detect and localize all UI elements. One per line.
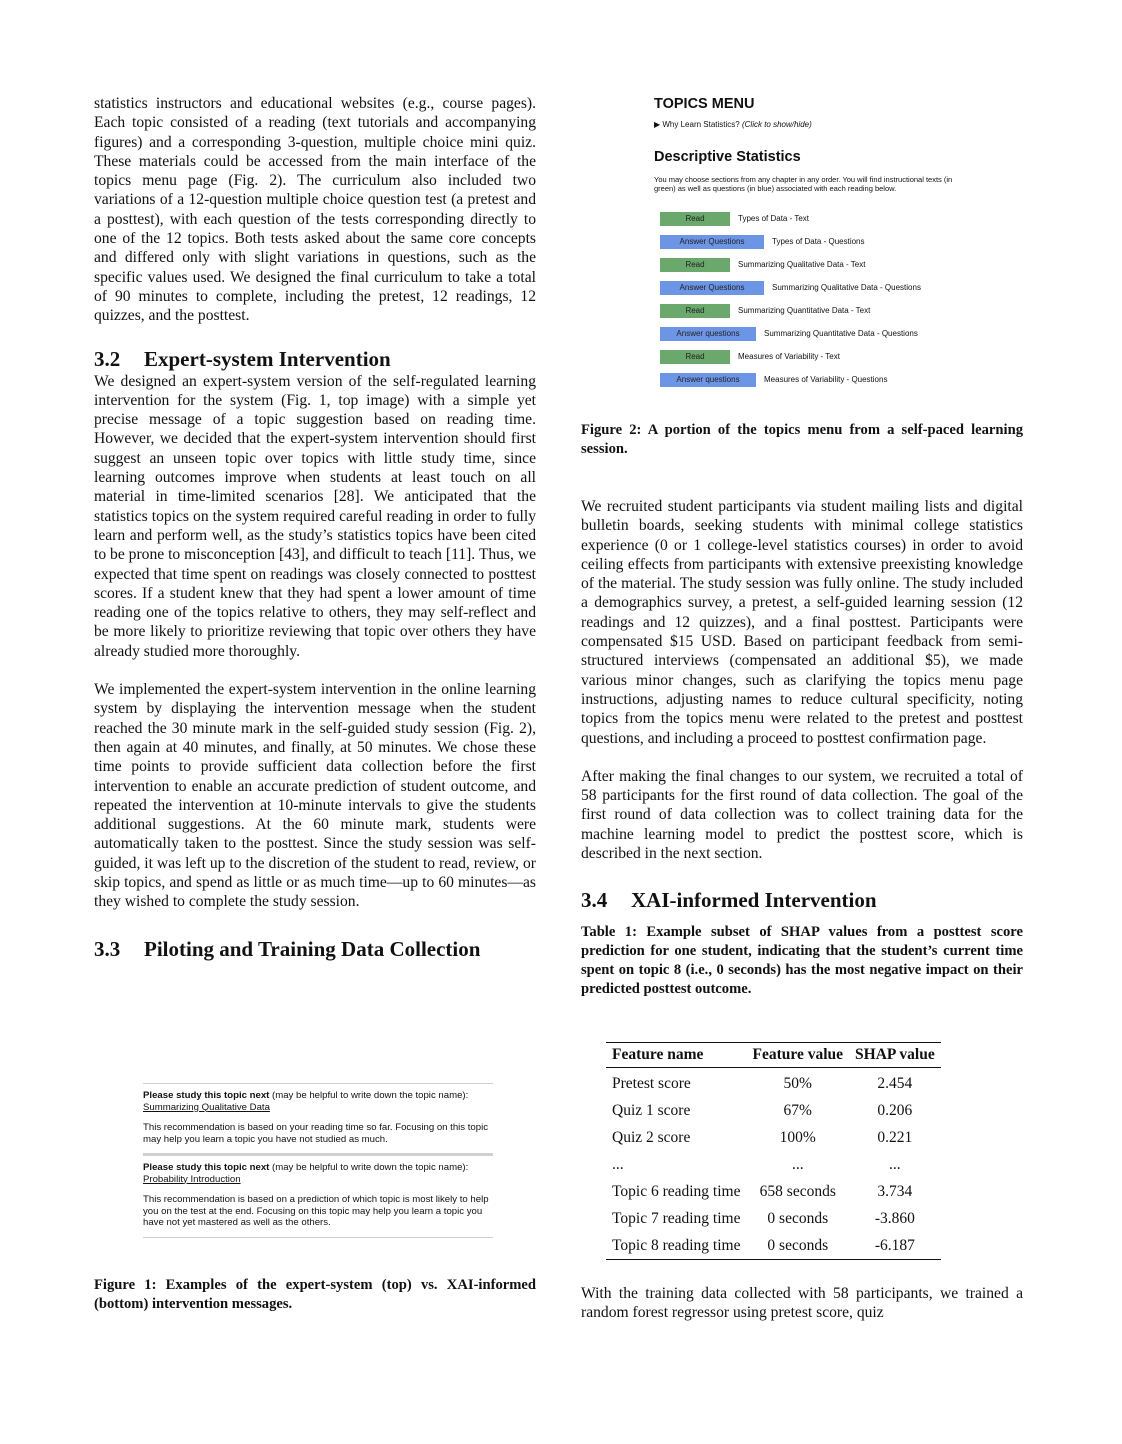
- section-3-2-paragraph-1: We designed an expert-system version of the self-regulated learning intervention for the system (Fig. 1, top image) with a simple yet precise message of a topic suggestion based on reading time. However, we decided that the expert-system intervention should first suggest an unseen topic over topics with little study time, since learning outcomes improve when students at least touch on all material in time-limited scenarios [28]. We anticipated that the statistics topics on the system required careful reading in order to fully learn and perform well, as the study’s statistics topics have been cited to be prone to misconception [43], and difficult to teach [11]. Thus, we expected that time spent on readings was closely connected to posttest scores. If a student knew that they had spent a lower amount of time reading one of the topics relative to others, they may self-reflect and be more likely to prioritize reviewing that topic over others they have already studied more thoroughly.: [94, 372, 536, 660]
- feature-value: 0 seconds: [767, 1209, 829, 1227]
- answer-questions-button[interactable]: Answer questions: [660, 327, 756, 341]
- recruitment-paragraph: We recruited student participants via student mailing lists and digital bulletin boards, seeking students with minimal college statistics experience (0 or 1 college-level statistics courses) in order to avoid ceiling effects from participants with extensive preexisting knowledge of the material. The study session was fully online. The study included a demographics survey, a pretest, a self-guided learning session (12 readings and 12 quizzes), and a final posttest. Participants were compensated $15 USD. Based on participant feedback from semi-structured interviews (compensated an additional $5), we made various minor changes, such as clarifying the topics menu page instructions, adjusting names to reduce cultural specificity, noting topics from the topics menu were related to the pretest and posttest questions, and including a proceed to posttest confirmation page.: [581, 498, 1023, 747]
- column-header: Feature value: [746, 1043, 849, 1068]
- section-3-3-heading: [94, 936, 536, 962]
- feature-name: Topic 6 reading time: [612, 1182, 741, 1200]
- table-row: [606, 1097, 941, 1124]
- section-title: Expert-system Intervention: [144, 346, 391, 371]
- topic-row: [654, 368, 974, 391]
- xai-informed-message: [143, 1153, 493, 1238]
- table-header-row: [606, 1043, 941, 1068]
- topic-row: [654, 345, 974, 368]
- menu-instructions: You may choose sections from any chapter in any order. You will find instructional texts (in green) as well as questions (in blue) associated with each reading below.: [654, 175, 953, 193]
- shap-value: ...: [889, 1155, 901, 1173]
- topic-row: [654, 253, 974, 276]
- figure-1-messages: [143, 1083, 493, 1238]
- shap-table: [606, 1042, 941, 1260]
- read-button[interactable]: Read: [660, 304, 730, 318]
- section-title: Descriptive Statistics: [654, 149, 801, 165]
- shap-value: 0.206: [877, 1101, 913, 1119]
- topic-row: [654, 299, 974, 322]
- training-paragraph: With the training data collected with 58 participants, we trained a random forest regressor using pretest score, quiz: [581, 1285, 1023, 1322]
- shap-value: 3.734: [877, 1182, 913, 1200]
- expert-system-message: [143, 1083, 493, 1153]
- feature-value: ...: [791, 1155, 804, 1173]
- shap-value: -3.860: [874, 1209, 915, 1227]
- feature-value: 67%: [783, 1101, 812, 1119]
- table-row: [606, 1205, 941, 1232]
- topic-link[interactable]: Probability Introduction: [143, 1173, 241, 1185]
- section-number: 3.2: [94, 346, 121, 371]
- topic-row: [654, 230, 974, 253]
- left-column: [94, 94, 536, 962]
- why-learn-statistics-toggle[interactable]: ▶ Why Learn Statistics? (Click to show/hide): [654, 120, 812, 129]
- topic-label: Summarizing Quantitative Data - Questions: [764, 329, 918, 338]
- section-3-2-heading: [94, 346, 536, 372]
- column-header: SHAP value: [849, 1043, 941, 1068]
- table-row: [606, 1232, 941, 1260]
- table-1-caption: Table 1: Example subset of SHAP values from a posttest score prediction for one student, indicating that the student’s current time spent on topic 8 (i.e., 0 seconds) has the most negative impact on their predicted posttest outcome.: [581, 924, 1023, 998]
- feature-value: 100%: [779, 1128, 816, 1146]
- section-title: Piloting and Training Data Collection: [144, 936, 481, 961]
- feature-value: 0 seconds: [746, 1232, 849, 1260]
- table-row: [606, 1178, 941, 1205]
- topic-row: [654, 207, 974, 230]
- topic-label: Summarizing Qualitative Data - Text: [738, 260, 866, 269]
- topic-label: Summarizing Quantitative Data - Text: [738, 306, 871, 315]
- right-column: [581, 421, 1023, 999]
- table-row: [606, 1124, 941, 1151]
- topic-label: Types of Data - Questions: [772, 237, 865, 246]
- topic-row: [654, 322, 974, 345]
- answer-questions-button[interactable]: Answer questions: [660, 373, 756, 387]
- table-row: [606, 1151, 941, 1178]
- shap-value: 0.221: [877, 1128, 913, 1146]
- topic-label: Types of Data - Text: [738, 214, 809, 223]
- message-heading: Please study this topic next: [143, 1090, 270, 1101]
- section-title: XAI-informed Intervention: [631, 888, 877, 913]
- figure-1-caption: Figure 1: Examples of the expert-system (top) vs. XAI-informed (bottom) intervention messages.: [94, 1277, 536, 1312]
- feature-name: ...: [612, 1155, 624, 1173]
- feature-name: Quiz 1 score: [612, 1101, 691, 1119]
- feature-name: Pretest score: [612, 1074, 691, 1092]
- shap-value: 2.454: [877, 1074, 913, 1092]
- column-header: Feature name: [606, 1043, 746, 1068]
- section-number: 3.3: [94, 936, 121, 961]
- feature-name: Topic 8 reading time: [606, 1232, 746, 1260]
- topic-label: Measures of Variability - Questions: [764, 375, 888, 384]
- topic-label: Summarizing Qualitative Data - Questions: [772, 283, 921, 292]
- topic-rows: [654, 207, 974, 391]
- figure-2-topics-menu: [654, 96, 974, 391]
- answer-questions-button[interactable]: Answer Questions: [660, 281, 764, 295]
- section-3-2-paragraph-2: We implemented the expert-system intervention in the online learning system by displaying the intervention message when the student reached the 30 minute mark in the self-guided study session (Fig. 2), then again at 40 minutes, and finally, at 50 minutes. We chose these time points to provide sufficient data collection before the first intervention to enable an accurate prediction of student outcome, and repeated the intervention at 10-minute intervals to give the students additional suggestions. At the 60 minute mark, students were automatically taken to the posttest. Since the study session was self-guided, it was left up to the discretion of the student to read, review, or skip topics, and spend as little or as much time—up to 60 minutes—as they wished to complete the study session.: [94, 681, 536, 911]
- topics-menu-title: TOPICS MENU: [654, 96, 755, 112]
- read-button[interactable]: Read: [660, 212, 730, 226]
- answer-questions-button[interactable]: Answer Questions: [660, 235, 764, 249]
- feature-value: 658 seconds: [759, 1182, 836, 1200]
- table-row: [606, 1068, 941, 1098]
- feature-value: 50%: [783, 1074, 812, 1092]
- message-reason: This recommendation is based on a prediction of which topic is most likely to help you on the test at the end. Focusing on this topic may help you learn a topic you have not yet mastered as well as the others.: [143, 1194, 489, 1228]
- topic-label: Measures of Variability - Text: [738, 352, 840, 361]
- topic-link[interactable]: Summarizing Qualitative Data: [143, 1101, 270, 1113]
- section-number: 3.4: [581, 888, 608, 913]
- message-text: (may be helpful to write down the topic name):: [269, 1090, 469, 1101]
- message-reason: This recommendation is based on your reading time so far. Focusing on this topic may help you learn a topic you have not studied as much.: [143, 1122, 489, 1145]
- intro-paragraph: statistics instructors and educational websites (e.g., course pages). Each topic consisted of a reading (text tutorials and accompanying figures) and a corresponding 3-question, multiple choice mini quiz. These materials could be accessed from the main interface of the topics menu page (Fig. 2). The curriculum also included two variations of a 12-question multiple choice question test (a pretest and a posttest), with each question of the tests corresponding directly to one of the 12 topics. Both tests asked about the same core concepts and differed only with slight variations in questions, such as the specific values used. We designed the final curriculum to take a total of 90 minutes to complete, including the pretest, 12 readings, 12 quizzes, and the posttest.: [94, 95, 536, 325]
- message-text: (may be helpful to write down the topic name):: [269, 1162, 469, 1173]
- read-button[interactable]: Read: [660, 350, 730, 364]
- figure-2-caption: Figure 2: A portion of the topics menu from a self-paced learning session.: [581, 422, 1023, 457]
- read-button[interactable]: Read: [660, 258, 730, 272]
- shap-value: -6.187: [849, 1232, 941, 1260]
- data-collection-paragraph: After making the final changes to our system, we recruited a total of 58 participants for the first round of data collection. The goal of the first round of data collection was to collect training data for the machine learning model to predict the posttest score, which is described in the next section.: [581, 767, 1023, 863]
- topic-row: [654, 276, 974, 299]
- feature-name: Topic 7 reading time: [612, 1209, 741, 1227]
- message-heading: Please study this topic next: [143, 1162, 270, 1173]
- section-3-4-heading: [581, 887, 1023, 913]
- feature-name: Quiz 2 score: [612, 1128, 691, 1146]
